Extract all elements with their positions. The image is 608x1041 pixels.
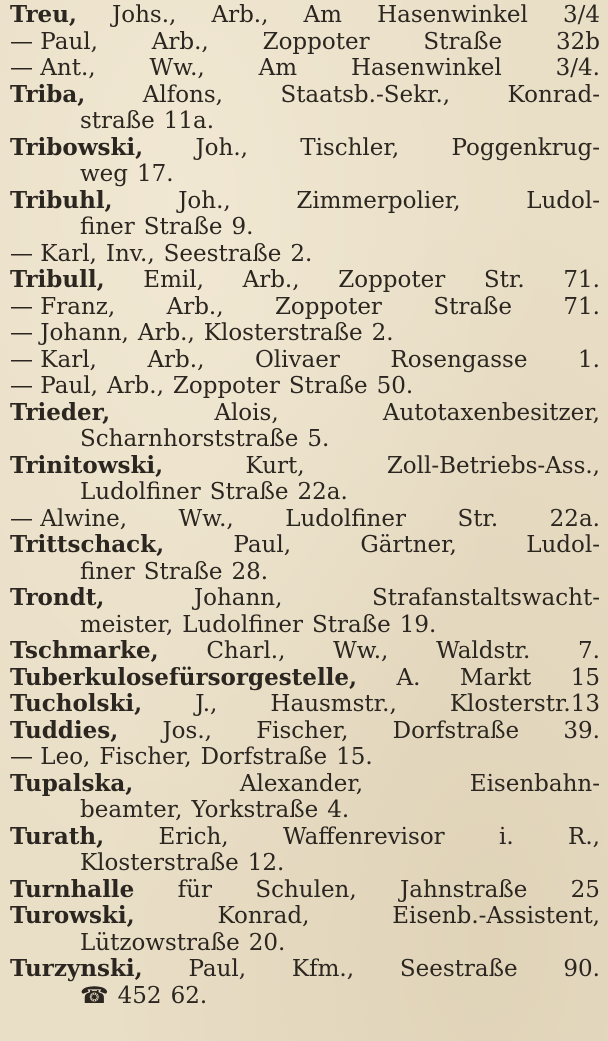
entry-word: Ludol- — [526, 532, 600, 558]
entry-word: Am — [303, 2, 342, 28]
entry-word: Konrad- — [507, 81, 600, 108]
entry-word: Arb., — [166, 293, 224, 320]
entry-name: Trinitowski, — [10, 452, 164, 479]
entry-name: Trittschack, — [10, 532, 165, 558]
entry-word: ☎ — [80, 982, 109, 1009]
entry-word: Str. — [483, 267, 525, 293]
entry-word: Zoppoter — [262, 28, 370, 55]
entry-word: Schulen, — [255, 876, 357, 903]
entry-word: Arb., — [151, 28, 209, 55]
directory-line — [10, 956, 600, 983]
entry-word: 50. — [376, 373, 414, 399]
entry-word: Zimmerpolier, — [296, 187, 461, 214]
entry-name: Trondt, — [10, 585, 105, 611]
directory-line — [10, 559, 600, 586]
entry-word: Straße — [209, 479, 289, 505]
entry-word: Poggenkrug- — [451, 134, 600, 161]
entry-word: Inv., — [105, 240, 155, 267]
entry-word: Hasenwinkel — [377, 2, 528, 28]
entry-word: Yorkstraße — [191, 797, 319, 823]
entry-word: finer — [80, 558, 135, 585]
entry-word: Eisenb.-Assistent, — [392, 903, 600, 929]
entry-word: 62. — [170, 982, 208, 1009]
directory-line — [10, 2, 600, 29]
entry-name: Tribowski, — [10, 134, 144, 161]
entry-word: — Leo, — [10, 744, 91, 770]
entry-name: Triba, — [10, 81, 86, 108]
entry-word: 2. — [371, 320, 394, 346]
entry-word: — Ant., — [10, 55, 96, 81]
entry-word: Alois, — [214, 399, 279, 426]
entry-name: Tribull, — [10, 267, 105, 293]
entry-word: 7. — [578, 638, 600, 664]
entry-word: Ww., — [178, 505, 234, 532]
entry-word: Arb., — [106, 373, 164, 399]
directory-line — [10, 161, 600, 188]
entry-word: 28. — [231, 558, 269, 585]
directory-line — [10, 691, 600, 718]
directory-line — [10, 877, 600, 904]
entry-word: Am — [258, 55, 298, 81]
directory-line — [10, 718, 600, 745]
entry-word: Straße — [288, 373, 368, 399]
entry-word: Ludolfiner — [80, 479, 201, 505]
entry-word: Johs., — [112, 2, 177, 28]
directory-line — [10, 479, 600, 506]
entry-word: Zoppoter — [274, 293, 382, 320]
entry-word: Paul, — [233, 532, 292, 558]
entry-word: Paul, — [188, 956, 247, 982]
entry-word: weg — [80, 161, 129, 187]
entry-word: 19. — [399, 611, 437, 638]
entry-word: Autotaxenbesitzer, — [382, 399, 600, 426]
directory-line — [10, 400, 600, 427]
entry-word: 90. — [563, 956, 600, 982]
entry-word: Jos., — [162, 717, 212, 744]
entry-word: Waldstr. — [436, 638, 531, 664]
directory-line — [10, 267, 600, 294]
directory-line — [10, 903, 600, 930]
entry-word: für — [177, 876, 212, 903]
entry-word: Emil, — [143, 267, 204, 293]
entry-word: 20. — [248, 929, 286, 956]
entry-word: Klosterstraße — [80, 850, 239, 876]
entry-word: Olivaer — [254, 346, 340, 373]
entry-word: Markt — [459, 664, 532, 691]
directory-line — [10, 241, 600, 268]
entry-word: 15. — [336, 744, 373, 770]
entry-word: 5. — [307, 426, 330, 452]
directory-line — [10, 612, 600, 639]
entry-word: Zoppoter — [172, 373, 280, 399]
entry-word: beamter, — [80, 797, 183, 823]
directory-line — [10, 930, 600, 957]
directory-line — [10, 771, 600, 798]
entry-word: 17. — [137, 161, 174, 187]
entry-word: — Alwine, — [10, 505, 128, 532]
directory-line — [10, 983, 600, 1010]
entry-word: Dorfstraße — [392, 717, 520, 744]
entry-word: 11a. — [163, 108, 215, 134]
entry-name: Tschmarke, — [10, 638, 159, 664]
directory-line — [10, 506, 600, 533]
entry-word: Staatsb.-Sekr., — [280, 81, 451, 108]
entry-word: 22a. — [297, 479, 348, 505]
entry-word: Joh., — [178, 187, 231, 214]
entry-word: Lützowstraße — [80, 929, 240, 956]
directory-line — [10, 824, 600, 851]
directory-line — [10, 373, 600, 400]
directory-line — [10, 82, 600, 109]
entry-word: Klosterstr.13 — [449, 691, 600, 717]
entry-word: Strafanstaltswacht- — [371, 585, 600, 611]
entry-word: 71. — [563, 267, 600, 293]
directory-line — [10, 294, 600, 321]
entry-word: Charl., — [206, 638, 286, 664]
entry-name: Tuberkulosefürsorgestelle, — [10, 664, 358, 691]
directory-line — [10, 665, 600, 692]
entry-word: — Johann, — [10, 320, 129, 346]
entry-word: Arb., — [211, 2, 269, 28]
entry-word: — Karl, — [10, 240, 97, 267]
entry-word: 2. — [290, 240, 313, 267]
entry-word: i. — [499, 823, 514, 850]
directory-line — [10, 320, 600, 347]
entry-name: Turnhalle — [10, 876, 135, 903]
entry-word: Arb., — [147, 346, 205, 373]
directory-line — [10, 453, 600, 480]
entry-name: Turowski, — [10, 903, 135, 929]
entry-word: Straße — [143, 214, 223, 240]
directory-line — [10, 850, 600, 877]
entry-word: Ludolfiner — [182, 611, 303, 638]
entry-word: Fischer, — [256, 717, 349, 744]
entry-word: Straße — [423, 28, 503, 55]
entry-word: Konrad, — [217, 903, 310, 929]
directory-line — [10, 108, 600, 135]
directory-line — [10, 585, 600, 612]
entry-word: Arb., — [242, 267, 300, 293]
directory-line — [10, 188, 600, 215]
entry-word: Kurt, — [245, 452, 305, 479]
entry-word: Ludol- — [526, 187, 600, 214]
entry-word: — Franz, — [10, 293, 116, 320]
directory-line — [10, 797, 600, 824]
entry-word: 3/4 — [562, 2, 600, 28]
entry-word: Jahnstraße — [400, 876, 528, 903]
entry-word: Str. — [457, 505, 499, 532]
directory-line — [10, 29, 600, 56]
entry-name: Tuddies, — [10, 717, 119, 744]
entry-word: — Paul, — [10, 373, 98, 399]
entry-word: Zoll-Betriebs-Ass., — [386, 452, 600, 479]
entry-word: finer — [80, 214, 135, 240]
entry-word: Hausmstr., — [270, 691, 397, 717]
entry-word: Joh., — [195, 134, 248, 161]
entry-word: Ww., — [149, 55, 205, 81]
entry-word: Ww., — [333, 638, 389, 664]
entry-word: 15 — [570, 664, 600, 691]
directory-line — [10, 55, 600, 82]
entry-word: 9. — [231, 214, 254, 240]
entry-word: Johann, — [193, 585, 283, 611]
entry-word: straße — [80, 108, 155, 134]
entry-word: Waffenrevisor — [282, 823, 445, 850]
entry-word: Dorfstraße — [200, 744, 328, 770]
entry-word: Seestraße — [163, 240, 282, 267]
entry-word: Erich, — [158, 823, 229, 850]
entry-name: Tribuhl, — [10, 187, 113, 214]
entry-word: 12. — [247, 850, 285, 876]
entry-word: Tischler, — [300, 134, 400, 161]
entry-name: Tucholski, — [10, 691, 143, 717]
entry-word: Alfons, — [142, 81, 223, 108]
directory-line — [10, 532, 600, 559]
directory-line — [10, 744, 600, 771]
entry-word: — Paul, — [10, 28, 98, 55]
entry-name: Treu, — [10, 2, 77, 28]
entry-word: R., — [568, 823, 600, 850]
directory-line — [10, 638, 600, 665]
entry-word: Rosengasse — [390, 346, 528, 373]
entry-word: Straße — [433, 293, 513, 320]
entry-word: Zoppoter — [338, 267, 446, 293]
entry-word: Hasenwinkel — [350, 55, 502, 81]
entry-name: Tupalska, — [10, 770, 134, 797]
entry-word: 39. — [563, 717, 600, 744]
entry-word: Eisenbahn- — [469, 770, 600, 797]
entry-word: A. — [396, 664, 421, 691]
entry-word: 71. — [563, 293, 600, 320]
entry-word: Klosterstraße — [203, 320, 363, 346]
entry-word: 4. — [327, 797, 350, 823]
entry-word: Fischer, — [99, 744, 192, 770]
entry-word: 32b — [555, 28, 600, 55]
directory-entries — [10, 2, 600, 1009]
entry-word: Kfm., — [291, 956, 355, 982]
entry-name: Trieder, — [10, 399, 111, 426]
entry-word: Ludolfiner — [285, 505, 406, 532]
entry-word: Straße — [143, 558, 223, 585]
directory-line — [10, 214, 600, 241]
directory-line — [10, 135, 600, 162]
entry-word: meister, — [80, 611, 174, 638]
entry-word: 3/4. — [555, 55, 600, 81]
entry-word: Alexander, — [239, 770, 364, 797]
entry-word: Seestraße — [399, 956, 518, 982]
entry-word: Straße — [312, 611, 391, 638]
entry-word: Scharnhorststraße — [80, 426, 299, 452]
entry-word: 1. — [578, 346, 600, 373]
directory-line — [10, 426, 600, 453]
entry-word: 25 — [570, 876, 600, 903]
entry-word: 22a. — [549, 505, 600, 532]
directory-line — [10, 347, 600, 374]
entry-word: Gärtner, — [360, 532, 457, 558]
entry-word: J., — [195, 691, 218, 717]
entry-word: Arb., — [137, 320, 195, 346]
entry-word: — Karl, — [10, 346, 97, 373]
entry-word: 452 — [117, 982, 162, 1009]
entry-name: Turzynski, — [10, 956, 143, 982]
entry-name: Turath, — [10, 823, 105, 850]
